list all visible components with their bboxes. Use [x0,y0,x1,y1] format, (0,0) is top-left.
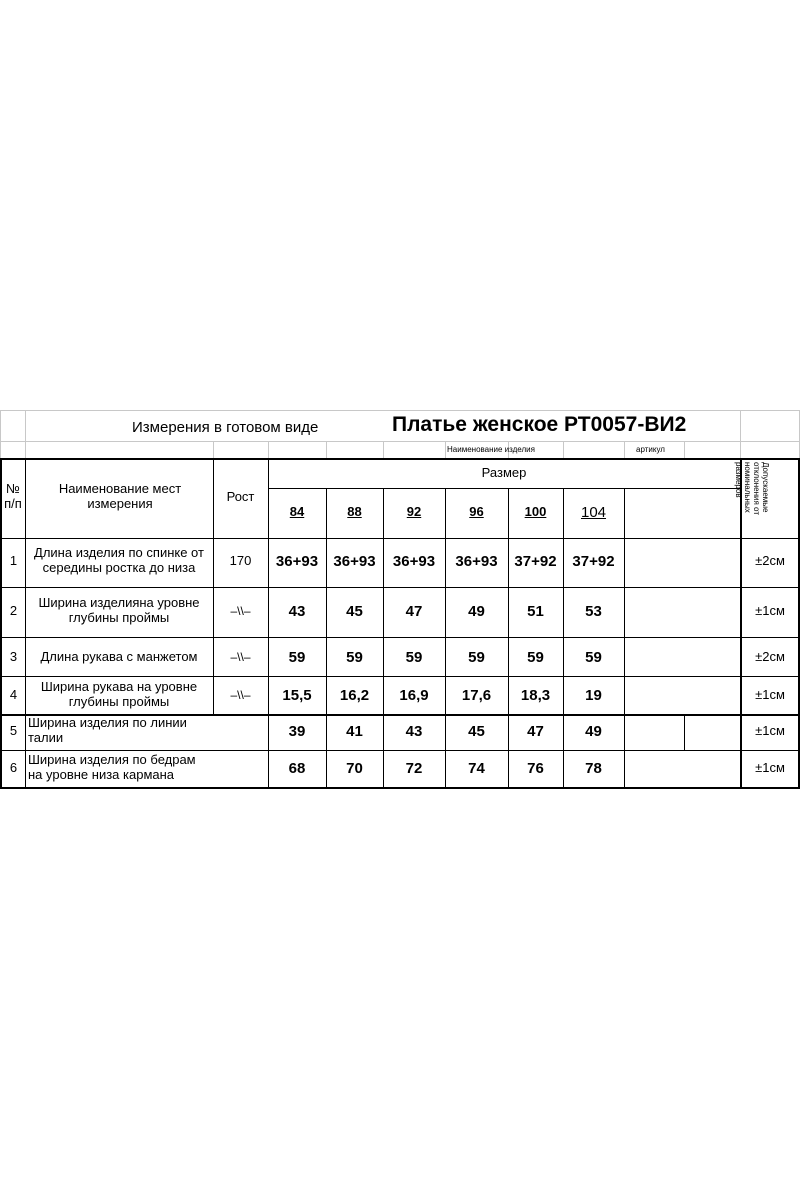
value-cell: 37+92 [514,553,557,570]
value-cell: 19 [585,687,602,704]
value-cell: 36+93 [392,553,436,570]
size-84: 84 [289,504,305,519]
size-100: 100 [524,504,547,519]
value-cell: 47 [527,723,544,740]
value-cell: 70 [346,760,363,777]
value-cell: 17,6 [461,687,492,704]
value-cell: 39 [288,723,306,740]
size-88: 88 [347,504,362,519]
column-header-tolerance: Допускаемые отклонения от номинальных размеров [734,462,770,515]
tolerance-cell: ±1см [755,603,785,618]
value-cell: 45 [468,723,485,740]
value-cell: 59 [468,649,485,666]
value-cell: 45 [346,603,363,620]
row-name: Ширина изделияна уровне глубины проймы [38,595,200,625]
tolerance-cell: ±2см [755,553,785,568]
size-104: 104 [580,504,607,521]
tolerance-cell: ±2см [755,649,785,664]
tolerance-cell: ±1см [755,760,785,775]
value-cell: 49 [468,603,485,620]
value-cell: 68 [288,760,306,777]
row-height: 170 [229,553,252,568]
row-number: 2 [9,603,18,618]
value-cell: 76 [527,760,544,777]
page-title: Платье женское РТ0057-ВИ2 [392,413,687,436]
value-cell: 59 [405,649,423,666]
value-cell: 18,3 [520,687,551,704]
row-name: Ширина изделия по бедрам на уровне низа кармана [28,752,196,782]
value-cell: 59 [585,649,602,666]
value-cell: 59 [346,649,363,666]
tolerance-cell: ±1см [755,687,785,702]
row-height: –\\– [230,604,251,618]
value-cell: 59 [527,649,544,666]
value-cell: 36+93 [455,553,498,570]
value-cell: 37+92 [572,553,615,570]
value-cell: 36+93 [333,553,376,570]
subtitle: Измерения в готовом виде [132,419,319,436]
column-header-number: № п/п [4,481,22,511]
row-number: 6 [9,760,18,775]
size-96: 96 [469,504,484,519]
row-number: 5 [9,723,18,738]
value-cell: 59 [288,649,306,666]
row-height: –\\– [230,650,251,664]
row-number: 4 [9,687,18,702]
row-height: –\\– [230,688,251,702]
article-caption: артикул [636,445,665,454]
value-cell: 51 [527,603,544,620]
row-number: 1 [9,553,18,568]
value-cell: 43 [405,723,423,740]
value-cell: 78 [585,760,602,777]
value-cell: 72 [405,760,423,777]
column-header-size: Размер [481,465,527,480]
value-cell: 43 [288,603,306,620]
row-name: Длина рукава с манжетом [40,649,198,664]
row-name: Ширина рукава на уровне глубины проймы [40,679,198,709]
size-92: 92 [406,504,422,519]
row-number: 3 [9,649,18,664]
row-name: Ширина изделия по линии талии [28,715,187,745]
column-header-name: Наименование мест измерения [58,481,182,511]
column-header-height: Рост [226,489,255,504]
product-name-caption: Наименование изделия [447,445,535,454]
value-cell: 15,5 [282,687,312,704]
value-cell: 49 [585,723,602,740]
value-cell: 41 [346,723,363,740]
value-cell: 74 [468,760,485,777]
value-cell: 16,9 [399,687,429,704]
row-name: Длина изделия по спинке от середины ростка до низа [34,545,204,575]
value-cell: 53 [585,603,602,620]
value-cell: 47 [405,603,423,620]
value-cell: 36+93 [275,553,319,570]
value-cell: 16,2 [339,687,370,704]
tolerance-cell: ±1см [755,723,785,738]
